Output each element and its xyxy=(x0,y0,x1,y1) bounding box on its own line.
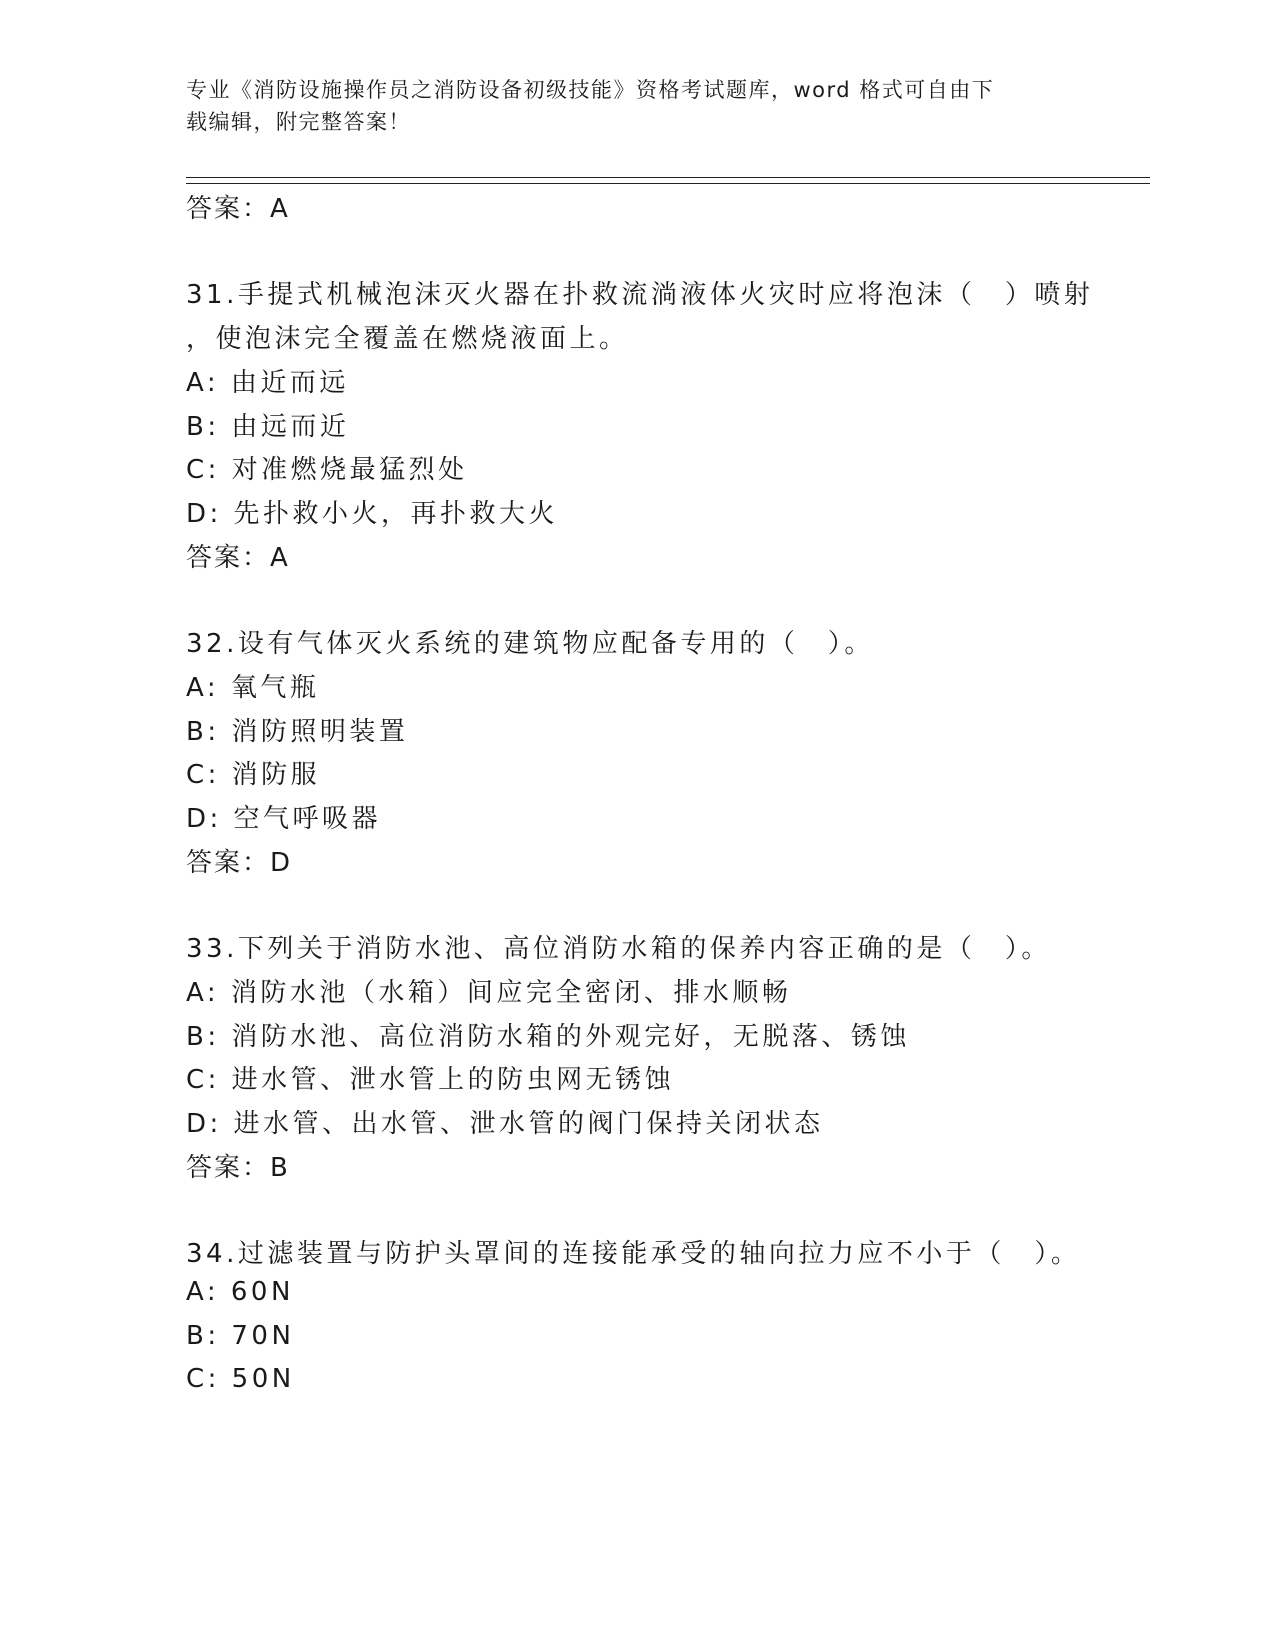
question-31-answer: 答案：A xyxy=(186,543,290,573)
question-32-option-a: A: 氧气瓶 xyxy=(186,673,320,703)
question-34-stem: 34.过滤装置与防护头罩间的连接能承受的轴向拉力应不小于（ ）。 xyxy=(186,1239,1081,1269)
question-31-stem-cont: ，使泡沫完全覆盖在燃烧液面上。 xyxy=(186,324,629,354)
header-line-1: 专业《消防设施操作员之消防设备初级技能》资格考试题库，word 格式可自由下 xyxy=(186,78,995,102)
question-32-option-d: D: 空气呼吸器 xyxy=(186,804,382,834)
header-rule-bottom xyxy=(186,183,1150,184)
question-33-option-c: C: 进水管、泄水管上的防虫网无锈蚀 xyxy=(186,1065,675,1095)
question-32-option-b: B: 消防照明装置 xyxy=(186,717,409,747)
question-32-option-c: C: 消防服 xyxy=(186,760,321,790)
question-31-option-a: A: 由近而远 xyxy=(186,368,349,398)
question-33-option-d: D: 进水管、出水管、泄水管的阀门保持关闭状态 xyxy=(186,1109,824,1139)
question-33-option-b: B: 消防水池、高位消防水箱的外观完好，无脱落、锈蚀 xyxy=(186,1022,910,1052)
question-31-option-b: B: 由远而近 xyxy=(186,412,350,442)
document-header xyxy=(186,74,1066,138)
question-33-answer: 答案：B xyxy=(186,1153,290,1183)
question-32-stem: 32.设有气体灭火系统的建筑物应配备专用的（ ）。 xyxy=(186,629,874,659)
question-31-option-c: C: 对准燃烧最猛烈处 xyxy=(186,455,468,485)
question-33-option-a: A: 消防水池（水箱）间应完全密闭、排水顺畅 xyxy=(186,978,792,1008)
question-34-option-b: B: 70N xyxy=(186,1321,295,1351)
question-31-option-d: D: 先扑救小火，再扑救大火 xyxy=(186,499,559,529)
question-33-stem: 33.下列关于消防水池、高位消防水箱的保养内容正确的是（ ）。 xyxy=(186,934,1051,964)
question-34-option-c: C: 50N xyxy=(186,1364,295,1394)
header-rule-top xyxy=(186,177,1150,178)
answer-label: 答案：A xyxy=(186,194,290,224)
header-line-2: 载编辑，附完整答案！ xyxy=(186,110,411,134)
question-34-option-a: A: 60N xyxy=(186,1277,294,1307)
question-31-stem: 31.手提式机械泡沫灭火器在扑救流淌液体火灾时应将泡沫（ ）喷射 xyxy=(186,280,1094,310)
question-32-answer: 答案：D xyxy=(186,848,293,878)
